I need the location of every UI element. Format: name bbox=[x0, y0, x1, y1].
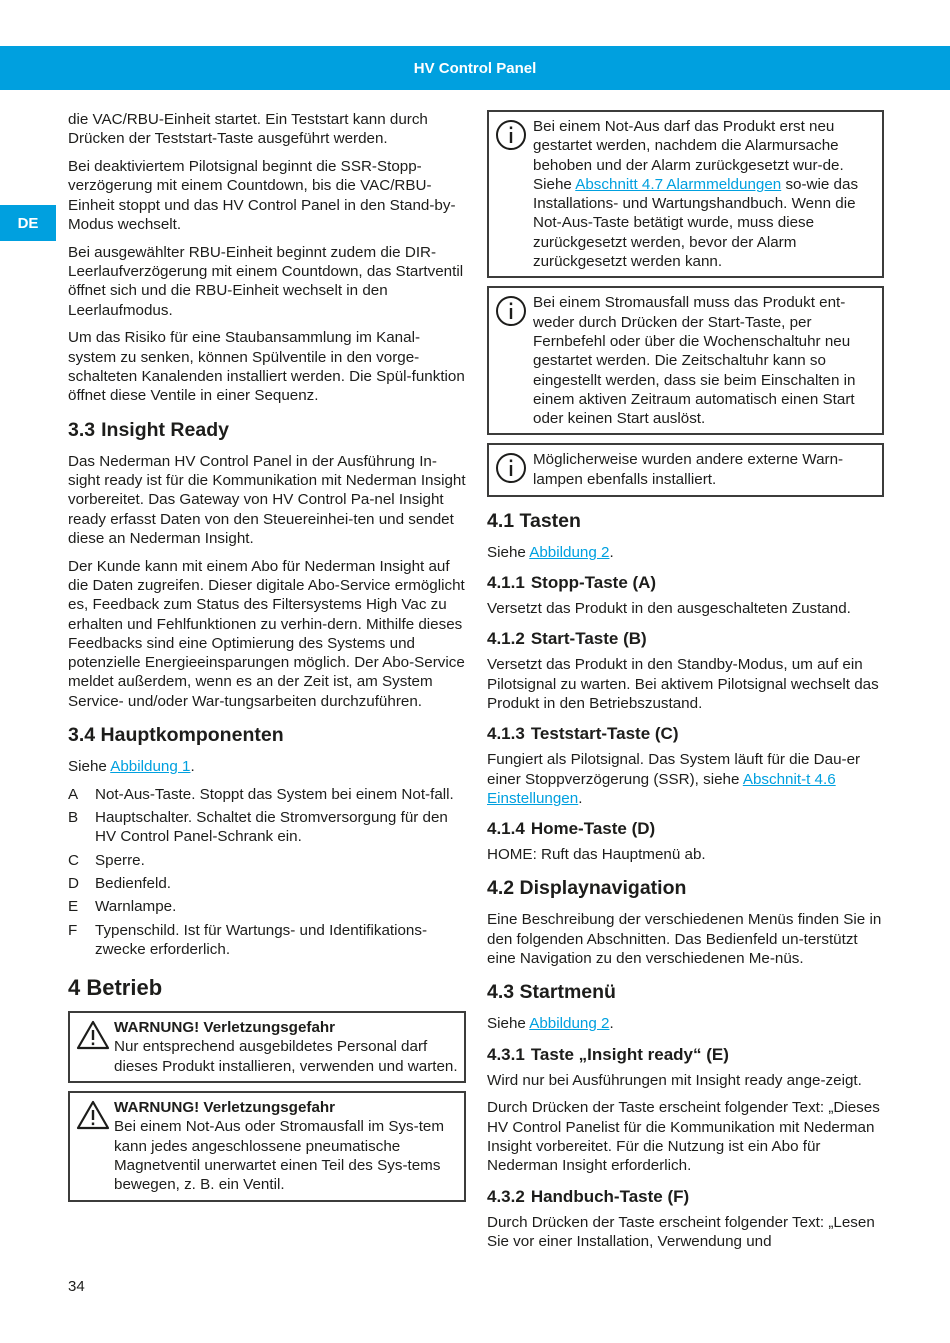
section-number: 3.3 bbox=[68, 418, 96, 441]
section-heading-4-1-1 bbox=[487, 573, 884, 593]
section-heading-4-1: 4.1 Tasten bbox=[487, 509, 581, 532]
page-number: 34 bbox=[68, 1278, 85, 1295]
section-number: 4.1.4 bbox=[487, 819, 525, 839]
info-icon bbox=[495, 117, 533, 271]
item-letter: F bbox=[68, 921, 78, 939]
paragraph: Bei deaktiviertem Pilotsignal beginnt die SSR-Stopp-verzögerung mit einem Countdown, bis die VAC/RBU-Einheit stoppt und das HV Control Panel in den Stand-by-Modus wechselt. bbox=[68, 158, 456, 233]
section-title: Handbuch-Taste (F) bbox=[530, 1186, 690, 1206]
chapter-heading-4: 4 Betrieb bbox=[68, 975, 163, 1001]
item-letter: C bbox=[68, 851, 79, 869]
item-letter: E bbox=[68, 898, 79, 916]
warning-title: WARNUNG! Verletzungsgefahr bbox=[114, 1099, 336, 1117]
info-box bbox=[487, 286, 884, 435]
info-text-part: Bei einem Not-Aus darf das Produkt erst neu gestartet werden, nachdem die Alarmursache behoben und der Alarm zurückgesetzt wur-de. Siehe bbox=[533, 118, 844, 193]
paragraph: Um das Risiko für eine Staubansammlung im Kanal-system zu senken, können Spülventile in den vorge-schalteten Kanalenden installiert werden. Die Spül-funktion öffnet diese Ventile in einer Sequenz. bbox=[68, 329, 465, 405]
list-item bbox=[68, 851, 466, 870]
section-heading-4-1-4 bbox=[487, 819, 884, 839]
section-4-6-link[interactable]: Abschnit-t 4.6 Einstellungen bbox=[487, 770, 836, 807]
item-letter: D bbox=[68, 875, 79, 892]
list-item bbox=[68, 874, 466, 893]
paragraph: Das Nederman HV Control Panel in der Ausführung In-sight ready ist für die Kommunikation mit Nederman Insight vorbereitet. Das Gateway von HV Control Pa-nel Insight ready erfasst Daten von den Steuereinhei-ten und sendet diese an Nederman Insight. bbox=[68, 452, 466, 547]
section-number: 4.3.2 bbox=[487, 1186, 525, 1206]
section-heading-4-1-2 bbox=[487, 629, 884, 649]
section-title: Teststart-Taste (C) bbox=[530, 724, 679, 744]
see-reference bbox=[487, 1014, 884, 1033]
section-heading-3-4: 3.4 Hauptkomponenten bbox=[68, 724, 284, 747]
warning-box bbox=[68, 1091, 466, 1201]
see-suffix: . bbox=[609, 1015, 614, 1033]
left-column bbox=[68, 110, 466, 1210]
paragraph: Wird nur bei Ausführungen mit Insight ready ange-zeigt. bbox=[487, 1071, 862, 1089]
figure-1-link[interactable]: Abbildung 1 bbox=[110, 758, 191, 776]
section-number: 4.1.3 bbox=[487, 724, 525, 744]
see-text: Siehe bbox=[487, 543, 530, 561]
info-icon bbox=[495, 450, 533, 489]
section-title: Taste „Insight ready“ (E) bbox=[530, 1044, 729, 1064]
section-title: Home-Taste (D) bbox=[530, 819, 656, 839]
components-list bbox=[68, 785, 466, 959]
info-icon bbox=[495, 293, 533, 428]
see-suffix: . bbox=[190, 758, 195, 776]
paragraph: Versetzt das Produkt in den ausgeschalteten Zustand. bbox=[487, 600, 851, 618]
warning-text: Bei einem Not-Aus oder Stromausfall im Sys-tem kann jedes angeschlossene pneumatische Magnetventil unerwartet einen Teil des Sys-tems bewegen, z. B. ein Ventil. bbox=[114, 1118, 445, 1194]
right-column bbox=[487, 110, 884, 1260]
header-title: HV Control Panel bbox=[413, 59, 537, 77]
paragraph-part: . bbox=[578, 789, 583, 807]
section-number: 4.3.1 bbox=[487, 1044, 525, 1064]
item-text: Hauptschalter. Schaltet die Stromversorgung für den HV Control Panel-Schrank ein. bbox=[95, 809, 448, 846]
paragraph: die VAC/RBU-Einheit startet. Ein Teststart kann durch Drücken der Teststart-Taste ausgeführt werden. bbox=[68, 111, 428, 148]
info-text bbox=[533, 117, 876, 271]
section-number: 4.1.2 bbox=[487, 629, 525, 649]
list-item bbox=[68, 921, 466, 960]
section-heading-3-3 bbox=[68, 419, 466, 442]
item-text: Typenschild. Ist für Wartungs- und Identifikations-zwecke erforderlich. bbox=[95, 921, 428, 958]
section-heading-4-2: 4.2 Displaynavigation bbox=[487, 877, 687, 900]
paragraph: Der Kunde kann mit einem Abo für Nederman Insight auf die Daten zugreifen. Dieser digitale Abo-Service ermöglicht es, Feedback zum Status des Filtersystems High Vac zu erhalten und Fehlfunktionen zu verhin-dern. Mithilfe dieses Feedbacks sind eine Optimierung des Systems und potenzielle Energieeinsparungen möglich. Der Abo-Service meldet außerdem, wenn es an der Zeit ist, am System Service- und/oder War-tungsarbeiten durchzuführen. bbox=[68, 557, 465, 710]
paragraph: Durch Drücken der Taste erscheint folgender Text: „Lesen Sie vor einer Installation, Verwendung und bbox=[487, 1213, 875, 1250]
paragraph bbox=[487, 750, 884, 808]
paragraph: Durch Drücken der Taste erscheint folgender Text: „Dieses HV Control Panelist für die Kommunikation mit Nederman Insight vorbereitet. Für die Nutzung ist ein Abo für Nederman Insight erforderlich. bbox=[487, 1099, 880, 1175]
info-text: Bei einem Stromausfall muss das Produkt ent-weder durch Drücken der Start-Taste, per Fernbefehl oder über die Wochenschaltuhr neu gestartet werden. Die Zeitschaltuhr kann so eingestellt werden, dass sie beim Einschalten in einem aktiven Zeitraum automatisch einen Start oder keinen Start auslöst. bbox=[533, 294, 856, 428]
paragraph: Bei ausgewählter RBU-Einheit beginnt zudem die DIR-Leerlaufverzögerung mit einem Countdown, das Startventil öffnet sich und die RBU-Einheit wechselt in den Leerlaufmodus. bbox=[68, 243, 464, 319]
section-4-7-link[interactable]: Abschnitt 4.7 Alarmmeldungen bbox=[575, 175, 782, 193]
list-item bbox=[68, 897, 466, 916]
section-number: 4.1.1 bbox=[487, 573, 525, 593]
section-title: Insight Ready bbox=[101, 418, 229, 441]
section-heading-4-3-2 bbox=[487, 1187, 884, 1207]
item-text: Warnlampe. bbox=[95, 898, 177, 916]
warning-text: Nur entsprechend ausgebildetes Personal darf dieses Produkt installieren, verwenden und warten. bbox=[114, 1038, 458, 1075]
info-box bbox=[487, 110, 884, 278]
section-title: Stopp-Taste (A) bbox=[530, 573, 657, 593]
list-item bbox=[68, 808, 466, 847]
section-heading-4-3-1 bbox=[487, 1045, 884, 1065]
warning-title: WARNUNG! Verletzungsgefahr bbox=[114, 1019, 336, 1037]
warning-box bbox=[68, 1011, 466, 1083]
language-tab: DE bbox=[0, 205, 56, 241]
figure-2-link[interactable]: Abbildung 2 bbox=[529, 543, 610, 561]
warning-triangle-icon bbox=[76, 1098, 114, 1194]
paragraph: Eine Beschreibung der verschiedenen Menüs finden Sie in den folgenden Abschnitten. Das Bedienfeld un-terstützt eine Navigation zu den verschiedenen Me-nüs. bbox=[487, 911, 882, 968]
section-heading-4-1-3 bbox=[487, 724, 884, 744]
see-text: Siehe bbox=[487, 1015, 530, 1033]
info-box bbox=[487, 443, 884, 496]
see-suffix: . bbox=[609, 543, 614, 561]
paragraph-part: Fungiert als Pilotsignal. Das System läuft für die Dau-er einer Stoppverzögerung (SSR), siehe bbox=[487, 751, 861, 788]
info-text: Möglicherweise wurden andere externe Warn-lampen ebenfalls installiert. bbox=[533, 451, 844, 488]
section-heading-4-3: 4.3 Startmenü bbox=[487, 981, 616, 1004]
info-text-part: so-wie das Installations- und Wartungshandbuch. Wenn die Not-Aus-Taste betätigt wurde, muss diese zurückgesetzt werden, bevor der Alarm zurückgesetzt werden kann. bbox=[533, 175, 859, 271]
item-letter: A bbox=[68, 785, 79, 803]
header-bar bbox=[0, 46, 950, 90]
item-text: Bedienfeld. bbox=[95, 875, 171, 892]
item-text: Sperre. bbox=[95, 851, 145, 869]
see-reference bbox=[487, 543, 884, 562]
section-title: Start-Taste (B) bbox=[530, 629, 647, 649]
paragraph: Versetzt das Produkt in den Standby-Modus, um auf ein Pilotsignal zu warten. Bei aktivem Pilotsignal wechselt das Produkt in den Betriebszustand. bbox=[487, 656, 879, 712]
see-reference bbox=[68, 757, 466, 776]
list-item bbox=[68, 785, 466, 804]
item-letter: B bbox=[68, 809, 79, 827]
warning-triangle-icon bbox=[76, 1018, 114, 1076]
figure-2-link[interactable]: Abbildung 2 bbox=[529, 1015, 610, 1033]
paragraph: HOME: Ruft das Hauptmenü ab. bbox=[487, 846, 706, 864]
see-text: Siehe bbox=[68, 758, 111, 776]
item-text: Not-Aus-Taste. Stoppt das System bei einem Not-fall. bbox=[95, 785, 454, 803]
